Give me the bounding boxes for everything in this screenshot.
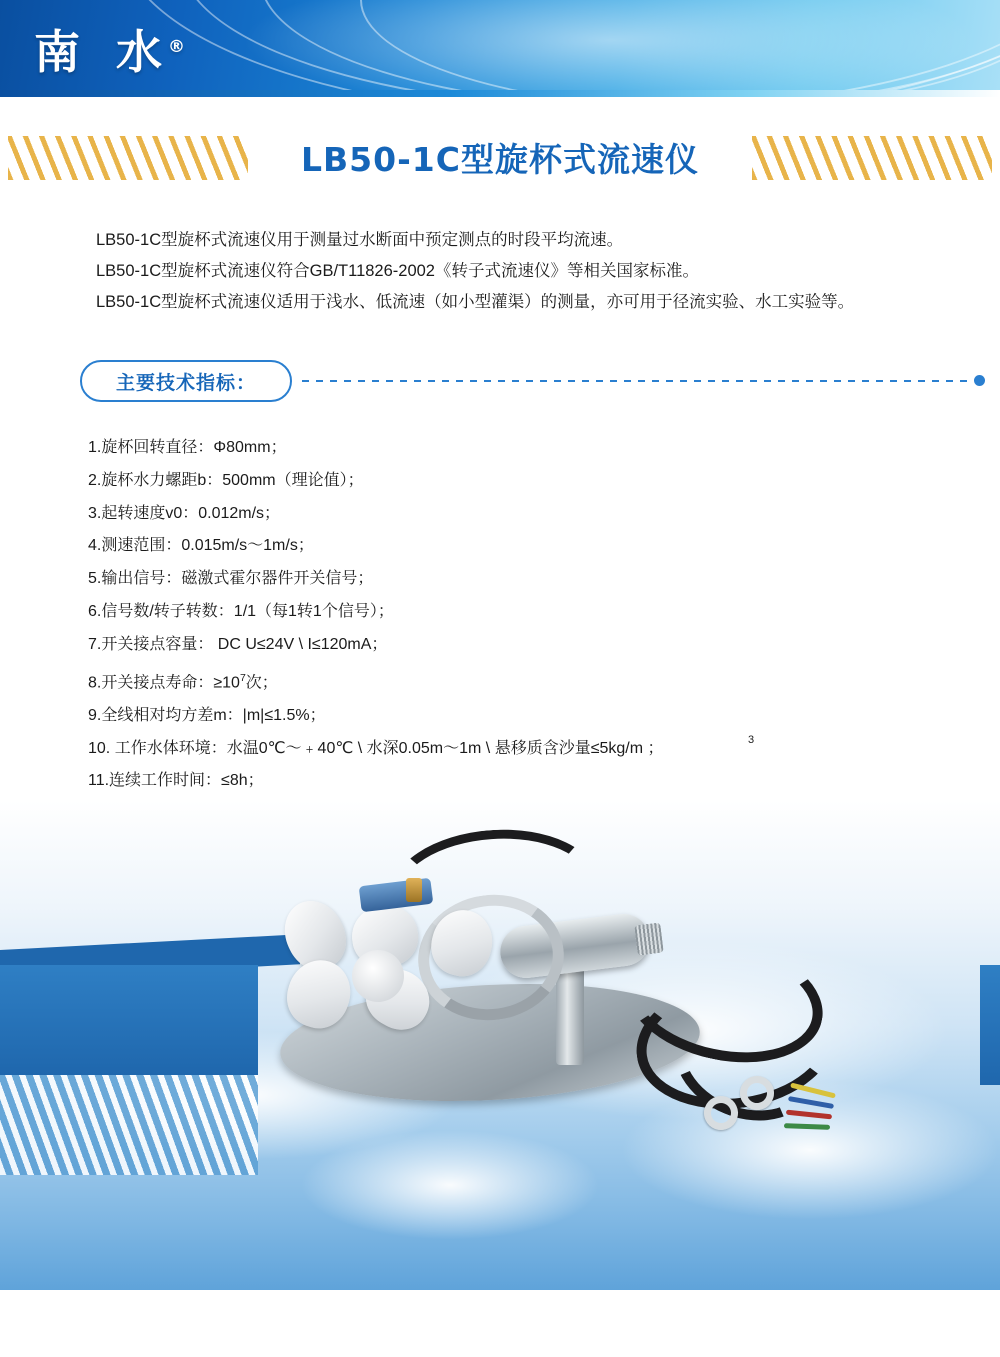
section-dashed-rule xyxy=(302,380,972,382)
registered-trademark-icon: ® xyxy=(168,36,186,57)
spec-item: 9.全线相对均方差m：|m|≤1.5%； xyxy=(88,706,326,724)
spec-item: 4.测速范围：0.015m/s～1m/s； xyxy=(88,537,314,555)
spec-contact-life-prefix: 8.开关接点寿命：≥10 xyxy=(88,673,240,691)
spec-item-water-environment xyxy=(88,733,968,766)
spec-item: 2.旋杯水力螺距b：500mm（理论值）； xyxy=(88,471,364,489)
intro-line-1: LB50-1C型旋杯式流速仪用于测量过水断面中预定测点的时段平均流速。 xyxy=(96,231,624,249)
device-wire-red xyxy=(786,1110,832,1120)
spec-item: 5.输出信号：磁激式霍尔器件开关信号； xyxy=(88,570,374,588)
header-glow xyxy=(230,0,990,97)
spec-item: 3.起转速度v0：0.012m/s； xyxy=(88,504,281,522)
spec-item: 11.连续工作时间：≤8h； xyxy=(88,772,264,790)
intro-paragraphs xyxy=(96,225,936,318)
product-photo xyxy=(0,800,1000,1290)
section-heading xyxy=(80,360,940,402)
page-footer xyxy=(0,1290,1000,1357)
section-heading-label: 主要技术指标： xyxy=(115,371,256,394)
spec-water-environment-text: 10. 工作水体环境：水温0℃～﹢40℃ \ 水深0.05m～1m \ 悬移质含沙量≤5kg/m ； xyxy=(88,739,664,757)
spec-list xyxy=(88,432,968,831)
spec-water-environment-exponent: 3 xyxy=(748,733,755,746)
device-rotor-hub xyxy=(352,950,404,1002)
spec-item: 7.开关接点容量： DC U≤24V \ I≤120mA； xyxy=(88,635,388,653)
page-header xyxy=(0,0,1000,97)
title-row xyxy=(0,130,1000,192)
spec-item-contact-life xyxy=(88,662,968,700)
section-heading-pill xyxy=(80,360,292,402)
header-bottom-bar xyxy=(0,90,1000,97)
brand-logo-text: 南 水 xyxy=(34,25,173,79)
hatch-decoration-right xyxy=(752,136,992,180)
spec-contact-life-suffix: 次； xyxy=(245,673,278,691)
current-meter-device xyxy=(0,800,1000,1290)
intro-line-2: LB50-1C型旋杯式流速仪符合GB/T11826-2002《转子式流速仪》等相关国家标准。 xyxy=(96,262,699,280)
intro-line-3: LB50-1C型旋杯式流速仪适用于浅水、低流速（如小型灌渠）的测量，亦可用于径流实验、水工实验等。 xyxy=(96,293,855,311)
brand-logo xyxy=(34,16,185,82)
spec-item: 1.旋杯回转直径：Φ80mm； xyxy=(88,439,287,456)
spec-item: 6.信号数/转子转数：1/1（每1转1个信号）； xyxy=(88,602,394,620)
section-rule-end-dot xyxy=(974,375,985,386)
page-title: LB50-1C型旋杯式流速仪 xyxy=(301,140,699,179)
spec-contact-life-exponent: 7 xyxy=(239,671,246,684)
hatch-decoration-left xyxy=(8,136,248,180)
device-wire-green xyxy=(784,1123,830,1130)
